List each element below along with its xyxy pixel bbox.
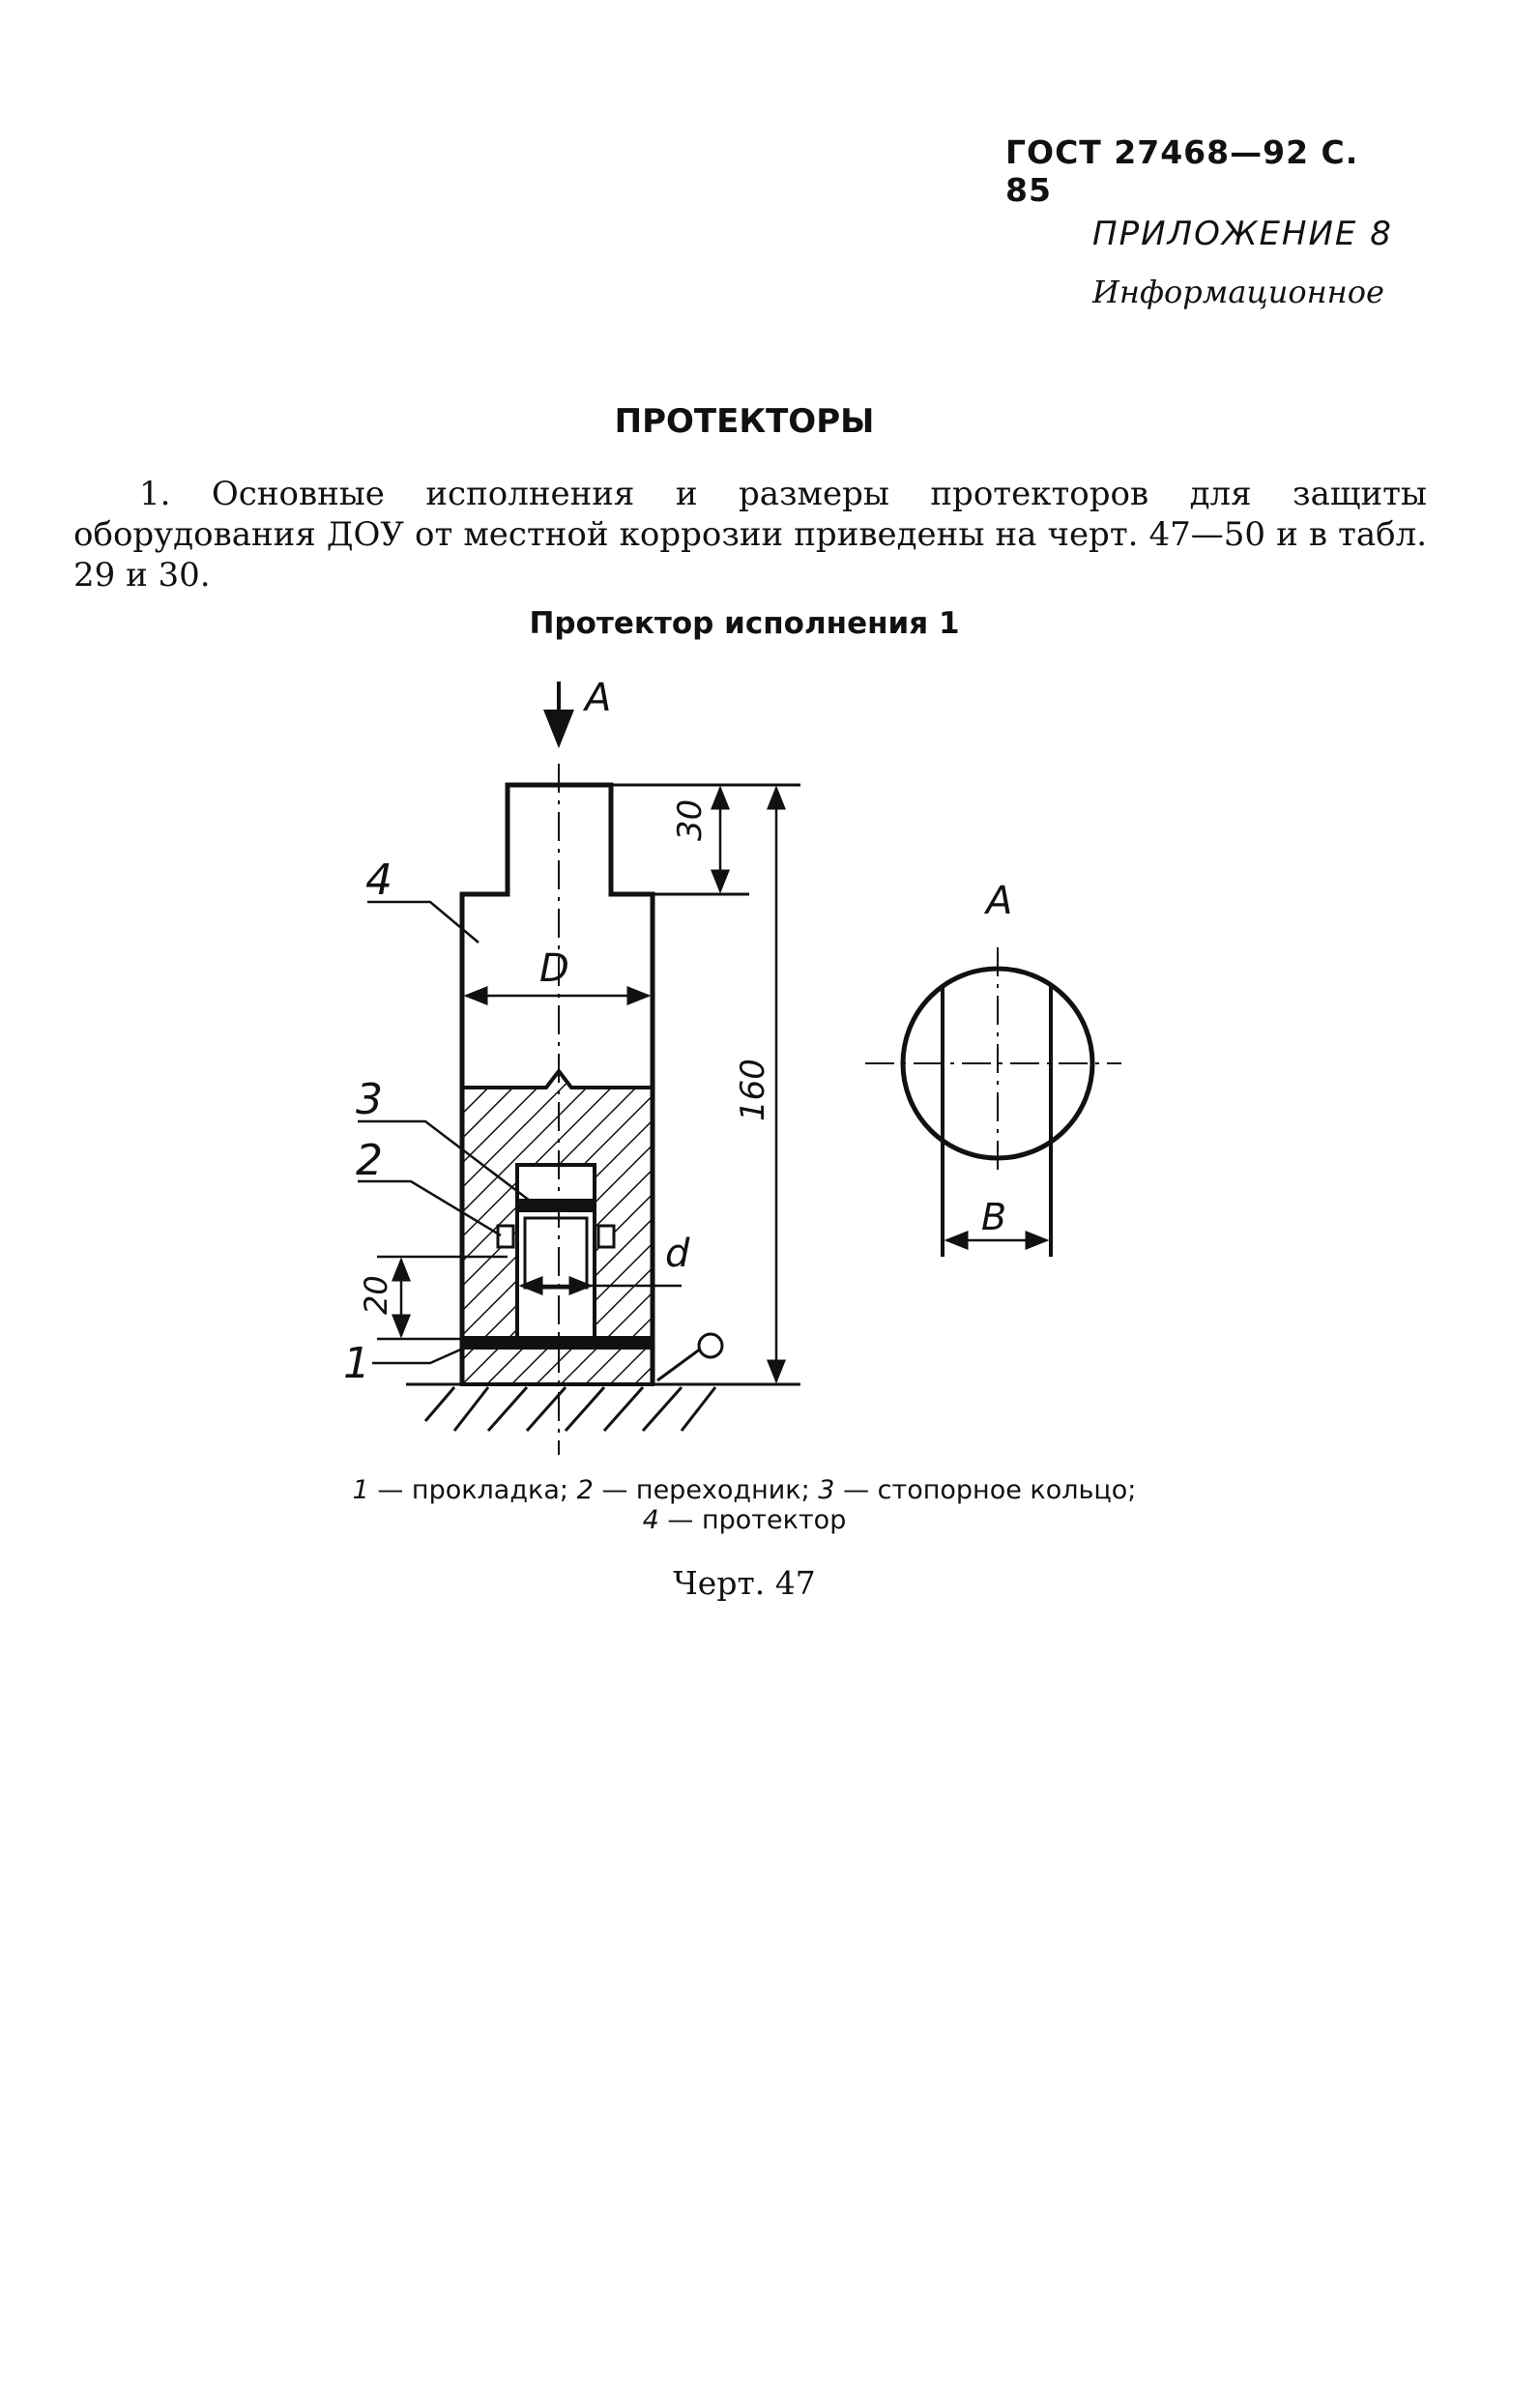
appendix-type: Информационное — [1092, 274, 1384, 310]
dim-160-label: 160 — [734, 1059, 772, 1121]
dim-20-label: 20 — [358, 1275, 394, 1315]
figure-caption: Черт. 47 — [673, 1564, 816, 1602]
view-A — [865, 879, 1121, 1257]
diameter-d-label: d — [665, 1232, 690, 1276]
callout-4: 4 — [365, 856, 392, 905]
dim-30-label: 30 — [671, 799, 710, 841]
legend-text-3: — стопорное кольцо; — [834, 1475, 1137, 1505]
appendix-label: ПРИЛОЖЕНИЕ 8 — [1092, 215, 1393, 253]
view-arrow-label: A — [585, 676, 612, 720]
figure-title: Протектор исполнения 1 — [529, 606, 960, 641]
legend-text-1: — прокладка; — [368, 1475, 577, 1505]
legend-num-1: 1 — [352, 1475, 369, 1505]
legend-text-4: — протектор — [658, 1505, 847, 1535]
intro-paragraph: 1. Основные исполнения и размеры протекторов для защиты оборудования ДОУ от местной коррозии приведены на черт. 47—50 и в табл. 29 и 30. — [73, 475, 1427, 595]
hatched-section — [462, 1071, 653, 1384]
view-A-title: A — [986, 879, 1013, 923]
width-B-label: B — [981, 1196, 1007, 1238]
callout-2: 2 — [356, 1136, 383, 1185]
view-arrow — [559, 676, 611, 744]
diameter-D-label: D — [539, 946, 569, 991]
legend-num-2: 2 — [576, 1475, 594, 1505]
callout-1: 1 — [343, 1339, 370, 1388]
legend-num-3: 3 — [818, 1475, 835, 1505]
standard-code: ГОСТ 27468—92 С. 85 — [1005, 133, 1359, 209]
figure-legend — [0, 1475, 1489, 1535]
legend-text-2: — переходник; — [593, 1475, 819, 1505]
section-title: ПРОТЕКТОРЫ — [614, 402, 875, 441]
legend-num-4: 4 — [642, 1505, 659, 1535]
callout-3: 3 — [356, 1075, 383, 1124]
